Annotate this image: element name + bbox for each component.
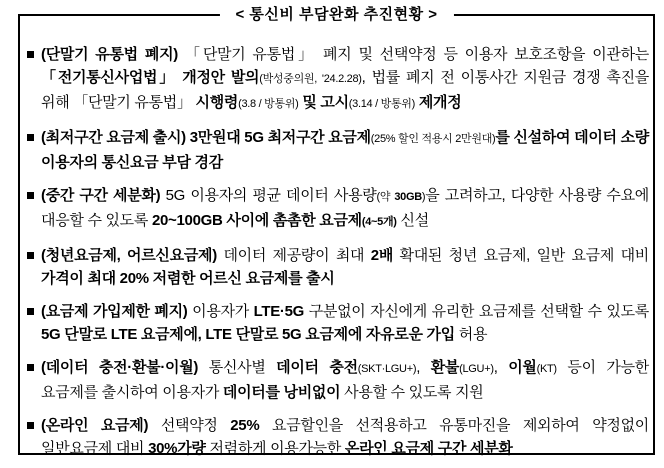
text-segment: (단말기 유통법 폐지) <box>41 46 185 63</box>
page-title: < 통신비 부담완화 추진현황 > <box>219 4 453 26</box>
text-segment: 가격이 최대 20% 저렴한 어르신 요금제를 출시 <box>41 270 335 287</box>
bullet-square-icon <box>27 134 34 141</box>
text-segment: 허용 <box>454 326 488 343</box>
bullet-square-icon <box>27 308 34 315</box>
text-segment: (3.14 / 방통위) <box>348 98 415 110</box>
bullet-text <box>41 414 649 460</box>
text-segment: 데이터 제공량이 최대 <box>223 247 371 264</box>
text-segment: (청년요금제, 어르신요금제) <box>41 247 224 264</box>
text-segment: 20~100GB 사이에 촘촘한 요금제 <box>151 212 362 229</box>
text-segment: , <box>493 359 509 376</box>
text-segment: (중간 구간 세분화) <box>41 187 166 204</box>
text-segment: (SKT·LGU+) <box>357 363 417 375</box>
text-segment: 5G 단말로 LTE 요금제에, LTE 단말로 5G 요금제에 자유로운 가입 <box>41 326 455 343</box>
text-segment: 2배 <box>370 247 394 264</box>
bullet-text <box>41 244 649 290</box>
bullet-square-icon <box>27 51 34 58</box>
text-segment: 를 신설하여 데이터 소량 이용자의 통신요금 부담 경감 <box>41 129 649 171</box>
list-item <box>27 126 649 174</box>
list-item <box>27 414 649 460</box>
text-segment: 데이터 충전 <box>276 359 358 376</box>
text-segment: (박성중의원, '24.2.28) <box>259 73 362 85</box>
text-segment: 저렴하게 이용가능한 <box>205 440 345 457</box>
bullet-text <box>41 300 649 346</box>
text-segment: 사용할 수 있도록 지원 <box>340 384 484 401</box>
text-segment: 시행령 <box>195 94 239 111</box>
text-segment: 환불 <box>430 359 460 376</box>
text-segment: 「단말기 유통법」 폐지 및 선택약정 등 이용자 보호조항을 이관하는 <box>184 46 649 63</box>
text-segment: (요금제 가입제한 폐지) <box>41 303 193 320</box>
text-segment: 및 고시 <box>298 94 349 111</box>
bullet-square-icon <box>27 364 34 371</box>
text-segment: 이용자가 <box>192 303 254 320</box>
text-segment: 온라인 요금제 구간 세분화 <box>344 440 513 457</box>
text-segment: (25% 할인 적용시 2만원대) <box>370 133 496 145</box>
bullet-list <box>20 16 653 468</box>
text-segment: 25% <box>230 417 260 434</box>
bullet-square-icon <box>27 252 34 259</box>
text-segment: (LGU+) <box>459 363 494 375</box>
text-segment: 구분없이 자신에게 유리한 요금제를 선택할 수 있도록 <box>304 303 649 320</box>
text-segment: (데이터 충전·환불·이월) <box>41 359 209 376</box>
text-segment: 30GB <box>394 191 422 203</box>
text-segment: , <box>416 359 431 376</box>
list-item <box>27 244 649 290</box>
text-segment: 확대된 청년 요금제, 일반 요금제 대비 <box>393 247 649 264</box>
list-item <box>27 356 649 404</box>
list-item <box>27 184 649 234</box>
bullet-text <box>41 43 649 116</box>
list-item <box>27 300 649 346</box>
text-segment: (3.8 / 방통위) <box>238 98 299 110</box>
list-item <box>27 43 649 116</box>
text-segment: 이월 <box>508 359 537 376</box>
text-segment: 요금할인을 선적용하고 유통마진을 제외하여 약정없이 일반요금제 대비 <box>41 417 649 457</box>
text-segment: 데이터를 낭비없이 <box>222 384 341 401</box>
text-segment: (온라인 요금제) <box>41 417 161 434</box>
text-segment: (4~5개) <box>361 216 397 228</box>
bullet-text <box>41 126 649 174</box>
bullet-text <box>41 356 649 404</box>
text-segment: (KT) <box>536 363 557 375</box>
text-segment: ) <box>421 191 426 203</box>
summary-box <box>18 6 655 457</box>
text-segment: 등이 가능한 요금제를 출시하여 이용자가 <box>41 359 649 401</box>
text-segment: LTE·5G <box>253 303 305 320</box>
bullet-text <box>41 184 649 234</box>
text-segment: 신설 <box>396 212 429 229</box>
bullet-square-icon <box>27 422 34 429</box>
bullet-square-icon <box>27 192 34 199</box>
text-segment: 선택약정 <box>160 417 231 434</box>
text-segment: , 법률 폐지 전 이통사간 지원금 경쟁 촉진을 위해 「단말기 유통법」 <box>41 69 649 111</box>
text-segment: (최저구간 요금제 출시) 3만원대 5G 최저구간 요금제 <box>41 129 371 146</box>
text-segment: 을 고려하고, 다양한 사용량 수요에 대응할 수 있도록 <box>41 187 649 229</box>
text-segment: 30%가량 <box>148 440 206 457</box>
text-segment: 제개정 <box>414 94 462 111</box>
text-segment: 통신사별 <box>208 359 277 376</box>
text-segment: 5G 이용자의 평균 데이터 사용량 <box>165 187 377 204</box>
text-segment: 「전기통신사업법」 개정안 발의 <box>41 69 260 86</box>
text-segment: (약 <box>376 191 395 203</box>
